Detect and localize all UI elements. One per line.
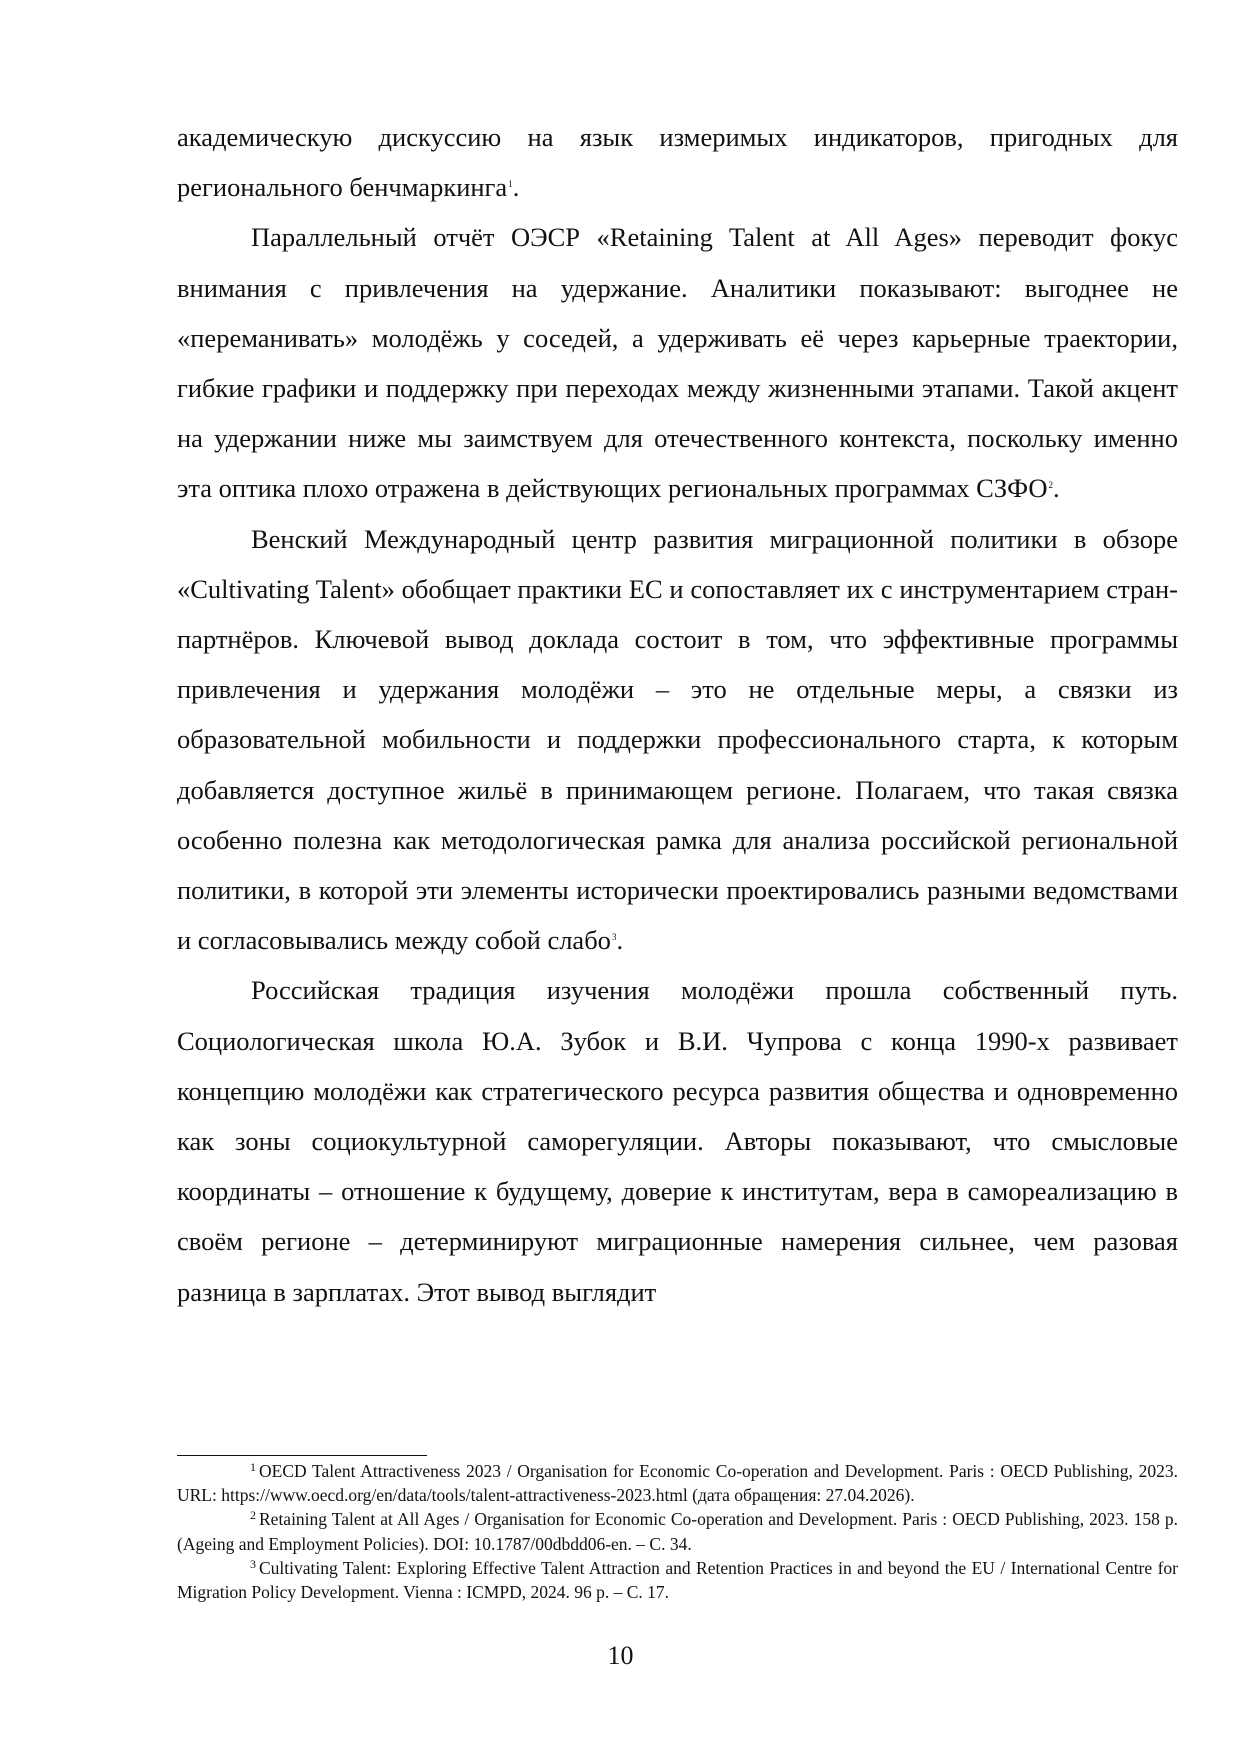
paragraph-end: . (616, 925, 624, 956)
paragraph-text: Венский Международный центр развития миграционной политики в обзоре «Cultivating Talent» обобщает практики ЕС и сопоставляет их с инструментарием стран-партнёров. Ключевой вывод доклада состоит в том, что эффективные программы привлечения и удержания молодёжи – это не отдельные меры, а связки из образовательной мобильности и поддержки профессионального старта, к которым добавляется доступное жильё в принимающем регионе. Полагаем, что такая связка особенно полезна как методологическая рамка для анализа российской региональной политики, в которой эти элементы исторически проектировались разными ведомствами и согласовывались между собой слабо (177, 523, 1178, 956)
paragraph (177, 514, 1178, 966)
paragraph-text: Российская традиция изучения молодёжи прошла собственный путь. Социологическая школа Ю.А. Зубок и В.И. Чупрова с конца 1990-х развивает концепцию молодёжи как стратегического ресурса развития общества и одновременно как зоны социокультурной саморегуляции. Авторы показывают, что смысловые координаты – отношение к будущему, доверие к институтам, вера в самореализацию в своём регионе – детерминируют миграционные намерения сильнее, чем разовая разница в зарплатах. Этот вывод выглядит (177, 975, 1178, 1307)
footnote-reference[interactable]: 2 (1048, 480, 1054, 491)
page-number: 10 (607, 1641, 634, 1670)
footnote-number: 2 (250, 1508, 256, 1523)
paragraph-end: . (512, 172, 520, 203)
footnotes (177, 1459, 1178, 1604)
footnote (177, 1507, 1178, 1555)
paragraph (177, 965, 1178, 1316)
footnote (177, 1459, 1178, 1507)
paragraph-text: Параллельный отчёт ОЭСР «Retaining Talent at All Ages» переводит фокус внимания с привлечения на удержание. Аналитики показывают: выгоднее не «переманивать» молодёжь у соседей, а удерживать её через карьерные траектории, гибкие графики и поддержку при переходах между жизненными этапами. Такой акцент на удержании ниже мы заимствуем для отечественного контекста, поскольку именно эта оптика плохо отражена в действующих региональных программах СЗФО (177, 222, 1178, 504)
footnote-reference[interactable]: 1 (508, 179, 513, 190)
paragraph (177, 112, 1178, 212)
body-text (177, 112, 1178, 1317)
footnote-text: OECD Talent Attractiveness 2023 / Organisation for Economic Co-operation and Development. Paris : OECD Publishing, 2023. URL: https://www.oecd.org/en/data/tools/talent-attractiveness-2023.html (дата обращения: 27.04.2026). (177, 1461, 1178, 1506)
footnote-text: Retaining Talent at All Ages / Organisation for Economic Co-operation and Development. Paris : OECD Publishing, 2023. 158 p. (Ageing and Employment Policies). DOI: 10.1787/00dbdd06-en. – С. 34. (177, 1509, 1178, 1554)
paragraph-end: . (1053, 473, 1060, 504)
footnote-separator (177, 1455, 427, 1456)
footnote-reference[interactable]: 3 (611, 932, 617, 943)
paragraph (177, 212, 1178, 513)
paragraph-text: академическую дискуссию на язык измеримых индикаторов, пригодных для регионального бенчмаркинга (177, 122, 1178, 203)
footnote-text: Cultivating Talent: Exploring Effective Talent Attraction and Retention Practices in and beyond the EU / International Centre for Migration Policy Development. Vienna : ICMPD, 2024. 96 p. – С. 17. (177, 1557, 1178, 1603)
footnote-number: 3 (250, 1556, 256, 1571)
footnote-number: 1 (250, 1460, 256, 1474)
footnote (177, 1556, 1178, 1604)
